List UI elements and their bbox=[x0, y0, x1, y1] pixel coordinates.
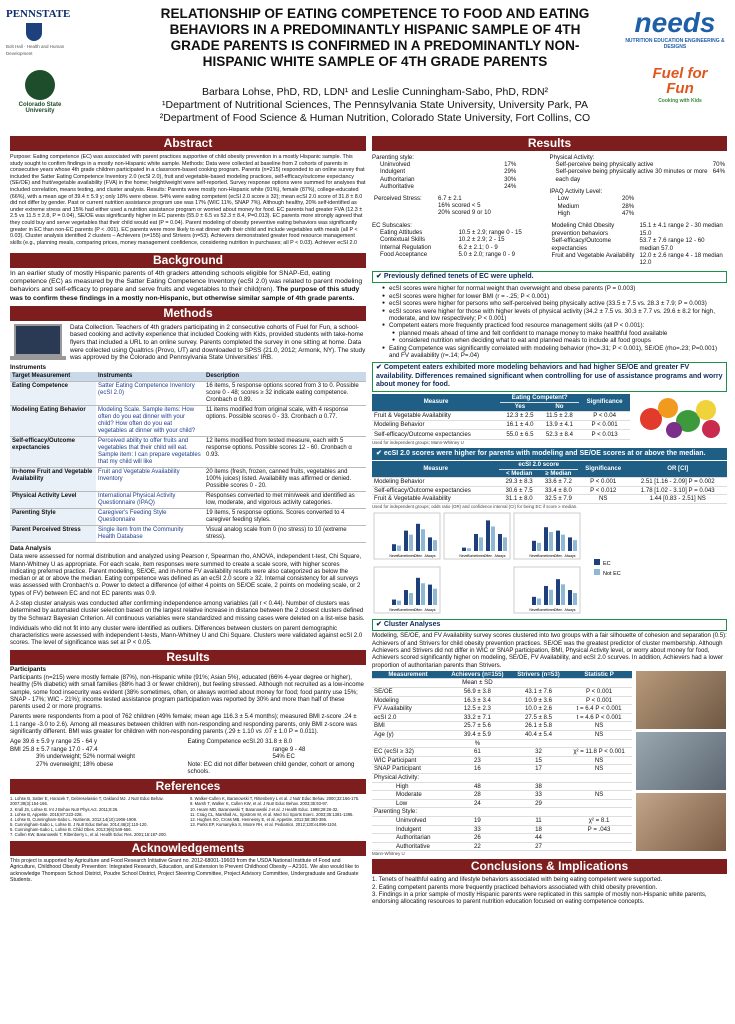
scale-scores-table: Modeling Child Obesity prevention behaviors 15.1 ± 4.1 range 2 - 30 median 15.0 Self-efficacy/Outcome expectancies 53.7 ± 7.6 range 12 - 60 median 57.0 Fruit and Vegetable Availability 12.0 ± 2.6 range 4 - 18 median 12.0 bbox=[551, 222, 723, 267]
chart-bar bbox=[409, 593, 413, 605]
modeling-charts bbox=[372, 511, 727, 617]
photo-1 bbox=[636, 671, 726, 729]
ipaq-label: IPAQ Activity Level: bbox=[549, 188, 603, 196]
ec-comparison-table: Measure Eating Competent? Significance Yes No Fruit & Vegetable Availability 12.3 ± 2.5 11.5 ± 2.8 P < 0.04 Modeling Behavior 16.1 ± 4.0 13.9 ± 4.1 P < 0.001 Self-efficacy/Outcome expectancies 55.0 ± 6.5 52.3 ± 8.4 P < 0.013 bbox=[372, 394, 630, 440]
table-row: WIC Participant 23 15 NS bbox=[372, 756, 632, 765]
csu-logo: Colorado State University bbox=[18, 70, 62, 114]
chart-bar bbox=[428, 585, 432, 605]
legend-swatch bbox=[594, 569, 600, 575]
participants-label: Participants bbox=[10, 665, 47, 673]
chart-bar bbox=[503, 537, 507, 551]
instruments-label: Instruments bbox=[10, 363, 47, 371]
chart-bar bbox=[573, 593, 577, 605]
fuel-for-fun-logo: Fuel for Fun Cooking with Kids bbox=[652, 65, 708, 104]
chart-bar bbox=[556, 531, 560, 551]
table-row: SNAP Participant 16 17 NS bbox=[372, 765, 632, 774]
photo-3 bbox=[636, 793, 726, 851]
mini-bar-chart bbox=[374, 513, 440, 559]
chart-bar bbox=[397, 545, 401, 550]
demographics: Age 39.6 ± 5.9 y range 25 - 64 y BMI 25.8 ± 5.7 range 17.0 - 47.4 3% underweight; 52% normal weight 27% overweight; 18% obese bbox=[10, 738, 135, 768]
pennstate-logo: PENNSTATE Bolt Hall · Health and Human Development bbox=[6, 8, 71, 56]
table-row: Fruit & Vegetable Availability 12.3 ± 2.5 11.5 ± 2.8 P < 0.04 bbox=[372, 411, 630, 420]
table-row: Moderate 28 33 NS bbox=[372, 791, 632, 800]
results-header: Results bbox=[372, 136, 727, 151]
conclusions-header: Conclusions & Implications bbox=[372, 859, 727, 874]
abstract-text: Purpose: Eating competence (EC) was associated with parent practices supportive of child obesity prevention in a mostly Hispanic sample. This study sought to confirm findings in a mostly non-Hispanic white sample. Methods: Data were collected at baseline from 2 cohorts of parents in consecutive years whose 4th grade children participated in a classroom-based cooking program. Parents (n=215) responded to an online survey that included the Satter Eating Competence Inventory 2.0 (ecSI 2.0), fruit and vegetable-based modeling practices, self-efficacy/outcome expectancy (SE/OE) and fruit/vegetable availability (FVA) in the home; height/weight were self-reported. Survey response options were summed for analyses that included correlation, means testing, and cluster analysis. Results: Parents were mostly non-Hispanic white (91%), female (87%), college-educated (66%), with a mean age of 39.4 ± 5.9 y; only 18% were obese. 54% were eating competent (ecSI 2.0 score ≥ 32); mean ecSI 2.0 score of 31.8 ± 8.0 did not differ by gender. Past or current nutrition assistance program use was 17% (WIC 11%, SNAP 7%). Although healthy, 20% self-identified as under extreme stress and 15% had either used a nutrition assistance program or worried about money for food. EC parents had greater FVA (12.3 ± 2.5 vs 11.5 ± 2.8, P = 0.04), SE/OE was significantly higher in EC parents (55.0 ± 6.5 vs 52.3 ± 8.4, P=0.013). EC parents more strongly agreed that they could buy and serve vegetables that their child would eat (P = 0.04). Parent modeling of obesity preventive eating behaviors was significantly greater in EC than non-EC parents (P < .001). EC parents were more likely to eat dinner with their child and include vegetables with meals (all P < 0.03). Cluster analysis identified 2 clusters – Achievers (n=155) and Strivers (n=53). Achievers demonstrated greater food resource management skills (e.g., planning meals, comparing prices, money management confidence, considering nutrition in purchases; all P < 0.03). Achiever ecSI 2.0 bbox=[10, 154, 366, 246]
chart-tick-label: Often bbox=[413, 607, 423, 612]
eating-competence-summary: Eating Competence ecSI.20 31.8 ± 8.0 range 9 - 48 54% EC Note: EC did not differ between child gender, cohort or among schools. bbox=[187, 738, 355, 775]
csu-ram-icon bbox=[25, 70, 55, 100]
chart-tick-label: Often bbox=[483, 553, 493, 558]
authors: Barbara Lohse, PhD, RD, LDN¹ and Leslie Cunningham-Sabo, PhD, RDN² ¹Department of Nutritional Sciences, The Pennsylvania State University, University Park, PA ²Department of Food Science & Human Nutrition, Colorado State University, Fort Collins, CO bbox=[159, 86, 591, 124]
chart-tick-label: Never bbox=[529, 553, 539, 558]
chart-bar bbox=[556, 579, 560, 605]
chart-bar bbox=[392, 599, 396, 604]
table-row: Modeling Eating Behavior Modeling Scale. Sample items: How often do you eat dinner with your child? How often do you eat vegetables at dinner with your child? 11 items modified from original scale, with 4 response options. Possible scores 0 - 33. Cronbach α 0.77. bbox=[10, 406, 366, 437]
pennstate-shield-icon bbox=[26, 23, 42, 41]
legend-label: EC bbox=[603, 560, 611, 567]
references-list: 1. Lohse B, Satter E, Horacek T, Gebreselassie T, Oakland MJ. J Nutr Educ Behav. 2007;39(3):154-166. 2. Krall JS, Lohse B. Int J Behav Nutr Phys Act. 2011;8:26. 3. Lohse B, Appetite. 2015;87:223-228. 4. Lohse B, Cunningham-Sabo L. Nutrients. 2012;14(10):1906-1909. 5. Cunningham-Sabo L, Lohse B. J Nutr Educ Behav. 2014;46(2):110-120. 6. Cunningham-Sabo L, Lohse B. Child Obes. 2013;9(6):549-556. 7. Cullen KW, Baranowski T, Rittenberry L, et al. Health Educ Res. 2001;16:187-200. 8. Walker-Cullen K, Baranowski T, Rittenberry L et al. J Nutr Educ Behav. 2000;32:166-175. 9. Marsh T, Walker K, Cullen KW, et al. J Nutr Educ Behav. 2003;35:93-97. 10. Hearn MD, Baranowski T, Baranowski J et al. J Health Educ. 1998;29:26-32. 11. Craig CL, Marshall AL, Sjostrom M, et al. Med Sci Sports Exerc. 2003;35:1381-1395. 12. Hughes SO, Cross MB, Hennessy E, et al. Appetite. 2012;58:393-395. 13. Parks EP, Kumanyika S, Moore RH, et al. Pediatrics. 2012;130:e1096-1104. bbox=[10, 796, 360, 838]
table-row: Authoritative 22 27 bbox=[372, 842, 632, 851]
chart-bar bbox=[421, 583, 425, 605]
finding-banner-2: ✔ Competent eaters exhibited more modeling behaviors and had higher SE/OE and greater FV availability. Differences remained significant when controlling for use of assistance programs and worry about money for food. bbox=[372, 362, 727, 391]
data-collection-text: Data Collection. Teachers of 4th graders participating in 2 consecutive cohorts of Fuel for Fun, a school-based cooking and activity experience that included Cooking with Kids, provided students with take-home flyers that included a URL to an online survey. Parents completed the survey in one sitting at home. Data were collected using Qualtrics (Provo, UT) and downloaded to SPSS (21.0, 2012; Armonk, NY). The study was approved by the Colorado and Pennsylvania State Universities' IRB. bbox=[70, 323, 366, 362]
chart-bar bbox=[532, 597, 536, 605]
chart-tick-label: Always bbox=[424, 607, 436, 612]
chart-bar bbox=[433, 540, 437, 551]
table-row: Parent Perceived Stress Single item from the Community Health Database Visual analog scale from 0 (no stress) to 10 (extreme stress). bbox=[10, 526, 366, 543]
family-photos bbox=[636, 671, 726, 851]
fruit-vegetable-image bbox=[636, 394, 726, 440]
chart-bar bbox=[544, 527, 548, 551]
mini-bar-chart bbox=[444, 513, 510, 559]
chart-bar bbox=[544, 586, 548, 605]
chart-tick-label: Always bbox=[564, 553, 576, 558]
chart-bar bbox=[397, 601, 401, 605]
mini-bar-chart bbox=[514, 513, 580, 559]
chart-bar bbox=[428, 537, 432, 551]
table-row: Physical Activity: bbox=[372, 773, 632, 782]
background-text: In an earlier study of mostly Hispanic parents of 4th graders attending schools eligible for SNAP-Ed, eating competence (EC) as measured by the Satter Eating Competence Inventory (ecSI 2.0) was related to parent modeling behaviors and self-efficacy to prepare and serve fruits and vegetables to their child(ren). The purpose of this study was to confirm these findings in a mostly non-Hispanic, but otherwise similar sample of 4th grade parents. bbox=[10, 270, 363, 302]
legend-swatch bbox=[594, 559, 600, 565]
chart-tick-label: Sometimes bbox=[467, 553, 485, 558]
chart-tick-label: Never bbox=[389, 553, 399, 558]
table-row: FV Availability 12.5 ± 2.3 10.0 ± 2.6 t = 6.4 P < 0.001 bbox=[372, 705, 632, 714]
table-row: Eating Competence Satter Eating Competence Inventory (ecSI 2.0) 16 items, 5 response options scored from 3 to 0. Possible score 0 - 48; scores ≥ 32 indicate eating competence. Cronbach α 0.89. bbox=[10, 382, 366, 406]
chart-bar bbox=[537, 543, 541, 551]
chart-tick-label: Often bbox=[413, 553, 423, 558]
chart-bar bbox=[573, 540, 577, 551]
parenting-style-label: Parenting style: bbox=[372, 154, 415, 161]
chart-bar bbox=[498, 534, 502, 551]
table-1-note: Used for independent groups; Mann-Whitney U bbox=[372, 439, 464, 445]
ec-subscales-label: EC Subscales: bbox=[372, 221, 412, 229]
table-row: EC (ecSI ≥ 32) 61 32 χ² = 11.8 P < 0.001 bbox=[372, 748, 632, 757]
table-row: Parenting Style: bbox=[372, 808, 632, 817]
table-row: Modeling 16.3 ± 3.4 10.9 ± 3.6 P < 0.001 bbox=[372, 696, 632, 705]
mini-bar-chart bbox=[374, 567, 440, 613]
bar-charts bbox=[372, 511, 727, 617]
chart-bar bbox=[433, 589, 437, 605]
table-row: Uninvolved 19 11 χ² = 8.1 bbox=[372, 816, 632, 825]
chart-bar bbox=[491, 526, 495, 550]
conclusions-list: 1. Tenets of healthful eating and lifestyle behaviors associated with being eating competent were supported. 2. Eating competent parents more frequently practiced behaviors associated with child obesity prevention. 3. Findings in a prior sample of mostly Hispanic parents were replicated in this sample of mostly non-Hispanic white parents, endorsing allocating resources to parent nutrition education focused on eating competence concepts. bbox=[372, 876, 707, 906]
references-header: References bbox=[10, 779, 366, 794]
legend-label: Not EC bbox=[603, 570, 621, 577]
table-row: Age (y) 39.4 ± 5.9 40.4 ± 5.4 NS bbox=[372, 730, 632, 739]
chart-bar bbox=[486, 520, 490, 551]
finding-banner-1: ✔ Previously defined tenets of EC were upheld. bbox=[372, 271, 727, 283]
table-row: % bbox=[372, 739, 632, 748]
finding-banner-3: ✔ ecSI 2.0 scores were higher for parents with modeling and SE/OE scores at or above the median. bbox=[372, 448, 727, 460]
chart-tick-label: Always bbox=[424, 553, 436, 558]
table-row: Self-efficacy/Outcome expectancies Perceived ability to offer fruits and vegetables that their child will eat. Sample item: I can prepare vegetables that my child will like 12 items modified from tested measure, each with 5 response options. Possible scores 12 - 60. Cronbach α 0.93. bbox=[10, 437, 366, 468]
perceived-stress: Perceived Stress: 6.7 ± 2.1 16% scored < 5 20% scored 9 or 10 bbox=[374, 194, 491, 217]
poster-title: RELATIONSHIP OF EATING COMPETENCE TO FOOD AND EATING BEHAVIORS IN A PREDOMINANTLY HISPANIC SAMPLE OF 4TH GRADE PARENTS IS CONFIRMED IN A PREDOMINANTLY NON-HISPANIC WHITE SAMPLE OF 4TH GRADE PARENTS bbox=[160, 6, 590, 69]
chart-bar bbox=[537, 598, 541, 605]
chart-bar bbox=[467, 548, 471, 551]
chart-bar bbox=[479, 537, 483, 551]
acknowledgements-header: Acknowledgements bbox=[10, 841, 366, 856]
table-row: Self-efficacy/Outcome expectancies 55.0 ± 6.5 52.3 ± 8.4 P < 0.013 bbox=[372, 430, 630, 439]
table-row: Low 24 29 bbox=[372, 799, 632, 808]
laptop-icon bbox=[10, 324, 66, 364]
chart-bar bbox=[474, 534, 478, 551]
data-analysis-text: Data were assessed for normal distribution and analyzed using Pearson r, Spearman rho, ANOVA, independent t-test, Chi Square, Mann-Whitney U as appropriate. For each scale, item responses were summed to create a scale score, with higher scores indicating preferred practice. Parent modeling, SE/OE, and in-home FV availability results were also categorized as below the median or at or above the median. Eating competence was defined as an ecSI 2.0 score ≥ 32. Internal consistency for all surveys was assessed with Cronbach's α. Power to detect a difference (of either 4 points on SE/OE scale, 2 points on modeling scale, or 2 types of FV) between EC and not EC parents was 0.9. A 2-step cluster analysis was conducted after confirming independence among variables (all r < 0.44). Number of clusters was determined by automated cluster selection based on the largest relative increase in distance between the 2 closest clusters defined by the Schwarz Bayesian Criterion. All continuous variables were standardized and missing cases were deleted on a list-wise basis. Individuals who did not fit into any cluster were identified as outliers. Differences between clusters on parent demographic characteristics were assessed with independent t-tests, Mann-Whitney U and Chi Square. Clusters were validated against ecSI 2.0 scores. The level of significance was set at P < 0.05. bbox=[10, 553, 365, 647]
chart-tick-label: Never bbox=[459, 553, 469, 558]
table-row: Self-efficacy/Outcome expectancies 30.6 ± 7.5 33.4 ± 8.0 P < 0.012 1.78 [1.02 - 3.10] P = 0.043 bbox=[372, 486, 727, 495]
chart-tick-label: Often bbox=[553, 553, 563, 558]
abstract-header: Abstract bbox=[10, 136, 366, 151]
chart-tick-label: Never bbox=[529, 607, 539, 612]
table-3-note: Mann-Whitney U bbox=[372, 851, 405, 857]
mini-bar-chart bbox=[514, 567, 580, 613]
table-row: Modeling Behavior 16.1 ± 4.0 13.9 ± 4.1 P < 0.001 bbox=[372, 421, 630, 430]
chart-tick-label: Sometimes bbox=[537, 607, 555, 612]
chart-tick-label: Sometimes bbox=[397, 607, 415, 612]
chart-bar bbox=[421, 529, 425, 551]
ipaq-table: Low 20% Medium 28% High 47% bbox=[557, 195, 635, 218]
table-row: Fruit & Vegetable Availability 31.1 ± 8.0 32.5 ± 7.9 NS 1.44 [0.83 - 2.51] NS bbox=[372, 495, 727, 504]
table-row: Mean ± SD bbox=[372, 679, 632, 688]
chart-bar bbox=[532, 541, 536, 551]
table-row: Authoritarian 26 44 bbox=[372, 834, 632, 843]
chart-bar bbox=[404, 531, 408, 551]
chart-bar bbox=[568, 590, 572, 605]
cluster-table: Measurement Achievers (n=155) Strivers (n=53) Statistic P Mean ± SD SE/OE 56.9 ± 3.8 43.1 ± 7.6 P < 0.001 Modeling 16.3 ± 3.4 10.9 ± 3.6 P < 0.001 FV Availability 12.5 ± 2.3 10.0 ± 2.6 t = 6.4 P < 0.001 ecSI 2.0 33.2 ± 7.1 27.5 ± 8.5 t = 4.6 P < 0.001 BMI 25.7 ± 5.6 26.1 ± 5.8 NS Age (y) 39.4 ± 5.9 40.4 ± 5.4 NS % EC (ecSI ≥ 32) 61 32 χ² = 11.8 P < 0.001 WIC Participant 23 15 NS SNAP Participant 16 17 NS Physical Activity: High 48 38 Moderate 28 33 NS Low 24 29 Parenting Style: Uninvolved 19 11 χ² = 8.1 Indulgent 33 18 P = .043 Authoritarian 26 44 Authoritative 22 27 bbox=[372, 671, 632, 851]
methods-header: Methods bbox=[10, 306, 366, 321]
table-row: Parenting Style Caregiver's Feeding Style Questionnaire 19 items, 5 response options. Scores converted to 4 caregiver feeding styles. bbox=[10, 509, 366, 526]
chart-bar bbox=[549, 532, 553, 551]
chart-bar bbox=[392, 544, 396, 551]
finding-list-1: ● ecSI scores were higher for normal weight than overweight and obese parents (P = 0.003) ● ecSI scores were higher for lower BMI (r = -.25; P < 0.001) ● ecSI scores were higher for persons who self-perceived being physically active (33.5 ± 7.5 vs. 28.3 ± 7.9; P = 0.003) ● ecSI scores were higher for those with higher levels of physical activity (34.2 ± 7.5 vs. 30.3 ± 7.7 vs. 29.6 ± 8.2 for high, moderate, and low respectively; P < 0.001) ● Competent eaters more frequently practiced food resource management skills (all P < 0.001): ● planned meals ahead of time and felt confident to manage money to make healthful food available ● considered nutrition when deciding what to eat and planned meals to include all food groups ● Eating Competence was significantly correlated with modeling behavior (rho=.31; P < 0.001), SE/OE (rho=.23; P=0.001) and FV availability (r=.14; P=.04) bbox=[382, 285, 727, 359]
chart-bar bbox=[416, 578, 420, 605]
chart-tick-label: Always bbox=[564, 607, 576, 612]
instruments-table: Target Measurement Instruments Description Eating Competence Satter Eating Competence Inventory (ecSI 2.0) 16 items, 5 response options scored from 3 to 0. Possible score 0 - 48; scores ≥ 32 indicate eating competence. Cronbach α 0.89. Modeling Eating Behavior Modeling Scale. Sample items: How often do you eat dinner with your child? How often do you eat vegetables at dinner with your child? 11 items modified from original scale, with 4 response options. Possible scores 0 - 33. Cronbach α 0.77. Self-efficacy/Outcome expectancies Perceived ability to offer fruits and vegetables that their child will eat. Sample item: I can prepare vegetables that my child will like 12 items modified from tested measure, each with 5 response options. Possible scores 12 - 60. Cronbach α 0.93. In-home Fruit and Vegetable Availability Fruit and Vegetable Availability Inventory 20 items (fresh, frozen, canned fruits, vegetables and 100% juices) listed. Availability was affirmed or denied. Possible scores 0 - 20. Physical Activity Level International Physical Activity Questionnaire (IPAQ) Responses converted to met min/week and identified as low, moderate, and vigorous activity categories. Parenting Style Caregiver's Feeding Style Questionnaire 19 items, 5 response options. Scores converted to 4 caregiver feeding styles. Parent Perceived Stress Single item from the Community Health Database Visual analog scale from 0 (no stress) to 10 (extreme stress). bbox=[10, 372, 366, 543]
data-analysis-label: Data Analysis bbox=[10, 545, 52, 553]
table-row: Physical Activity Level International Physical Activity Questionnaire (IPAQ) Responses converted to met min/week and identified as low, moderate, and vigorous activity categories. bbox=[10, 492, 366, 509]
chart-bar bbox=[409, 535, 413, 551]
physical-activity-label: Physical Activity: bbox=[549, 154, 595, 161]
table-row: SE/OE 56.9 ± 3.8 43.1 ± 7.6 P < 0.001 bbox=[372, 688, 632, 697]
median-comparison-table: Measure ecSI 2.0 score Significance OR [CI] < Median ≥ Median Modeling Behavior 29.3 ± 8.3 33.6 ± 7.2 P < 0.001 2.51 [1.16 - 2.09] P = 0.002 Self-efficacy/Outcome expectancies 30.6 ± 7.5 33.4 ± 8.0 P < 0.012 1.78 [1.02 - 3.10] P = 0.043 Fruit & Vegetable Availability 31.1 ± 8.0 32.5 ± 7.9 NS 1.44 [0.83 - 2.51] NS bbox=[372, 461, 727, 504]
acknowledgements-text: This project is supported by Agriculture and Food Research Initiative Grant no. 2012-68001-19603 from the USDA National Institute of Food and Agriculture, Childhood Obesity Prevention: Integrated Research, Education, and Extension to Prevent Childhood Obesity – A2101. We also would like to acknowledge Thompson School District, Poudre School District, Project Steering Committee, Project Advisory Committee, Undergraduate and Graduate Students. bbox=[10, 858, 359, 884]
chart-bar bbox=[561, 535, 565, 551]
chart-bar bbox=[549, 590, 553, 605]
table-row: Modeling Behavior 29.3 ± 8.3 33.6 ± 7.2 P < 0.001 2.51 [1.16 - 2.09] P = 0.002 bbox=[372, 478, 727, 487]
chart-bar bbox=[462, 548, 466, 551]
table-row: High 48 38 bbox=[372, 782, 632, 791]
photo-2 bbox=[636, 732, 726, 790]
chart-bar bbox=[404, 590, 408, 605]
cluster-text: Modeling, SE/OE, and FV Availability survey scores clustered into two groups with a fair silhouette of cohesion and separation (0.5): Achievers of and Strivers for child obesity prevention practices. SE/OE was the greatest predictor of cluster membership. Although Achievers and Strivers did not differ in WIC or SNAP participation, BMI, Physical Activity level, or worry about money for food, Achievers scored significantly higher on modeling, SE/OE, FV Availability, and ecSI 2.0 scurves. In addition, Achievers had a lower proportion of authoritarian parents than Strivers. bbox=[372, 632, 727, 669]
chart-tick-label: Never bbox=[389, 607, 399, 612]
chart-tick-label: Sometimes bbox=[537, 553, 555, 558]
chart-bar bbox=[568, 537, 572, 551]
table-row: In-home Fruit and Vegetable Availability Fruit and Vegetable Availability Inventory 20 items (fresh, frozen, canned fruits, vegetables and 100% juices) listed. Availability was affirmed or denied. Possible scores 0 - 20. bbox=[10, 468, 366, 492]
background-header: Background bbox=[10, 253, 366, 268]
chart-tick-label: Sometimes bbox=[397, 553, 415, 558]
table-row: Indulgent 33 18 P = .043 bbox=[372, 825, 632, 834]
participants-text: Participants (n=215) were mostly female (87%), non-Hispanic white (91%; Asian 5%), educated (66% 4-year degree or higher), healthy (5% diabetic) with small families (88% had 3 or fewer children), but feeling stressed. Although not recruited as a low-income sample, some food insecurity was evident (38% sometimes, often, or always worried about money for food; food pantry use 15%; SNAP - 17%; WIC - 21%); income tested assistance program participation was reported by 30% and more than half of these parents used 2 or more programs. Parents were respondents from a pool of 762 children (49% female; mean age 116.3 ± 5.4 months); measured BMI z-score .24 ± 1.1 range -3.0 to 2.6). Among all measures between children with non-responding and responding parents, only BMI z-score was significantly different. BMI was greater for children with non-responding parents (.29 ± 1.10 vs .07 ± 1.0 P = 0.011). bbox=[10, 673, 364, 736]
chart-tick-label: Often bbox=[553, 607, 563, 612]
ec-subscales-table: Eating Attitudes 10.5 ± 2.9; range 0 - 15 Contextual Skills 10.2 ± 2.9; 2 - 15 Internal Regulation 6.2 ± 2.1; 0 - 9 Food Acceptance 5.0 ± 2.0; range 0 - 9 bbox=[380, 228, 522, 259]
chart-bar bbox=[561, 584, 565, 605]
chart-bar bbox=[416, 524, 420, 551]
physical-activity-table: Self-perceive being physically active 70% Self-perceive being physically active 30 minutes or more each day 64% bbox=[555, 161, 725, 183]
table-row: BMI 25.7 ± 5.6 26.1 ± 5.8 NS bbox=[372, 722, 632, 731]
table-row: ecSI 2.0 33.2 ± 7.1 27.5 ± 8.5 t = 4.6 P < 0.001 bbox=[372, 713, 632, 722]
parenting-style-table: Uninvolved 17% Indulgent 29% Authoritarian 30% Authoritative 24% bbox=[380, 161, 517, 191]
chart-tick-label: Always bbox=[494, 553, 506, 558]
table-2-note: Used for independent groups; odds ratio (OR) and confidence interval (CI) for being EC if score ≥ median. bbox=[372, 503, 578, 509]
needs-logo: needs NUTRITION EDUCATION ENGINEERING & DESIGNS bbox=[625, 7, 725, 50]
finding-banner-4: ✔ Cluster Analyses bbox=[372, 619, 727, 631]
results-left-header: Results bbox=[10, 650, 366, 665]
